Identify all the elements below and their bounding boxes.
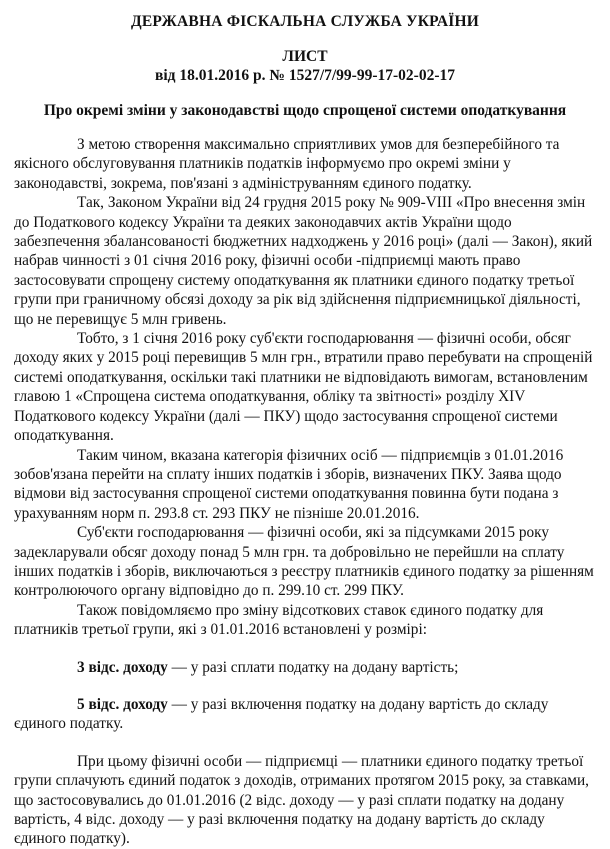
rate-item-5-percent (14, 695, 596, 734)
paragraph-exclusion: Суб'єкти господарювання — фізичні особи, які за підсумками 2015 року задекларували обсяг доходу понад 5 млн грн. та добровільно не перейшли на сплату інших податків і зборів, виключаються з реєстру платників єдиного податку за рішенням контролюючого органу відповідно до п. 299.10 ст. 299 ПКУ. (14, 524, 594, 600)
rate-3-text: — у разі сплати податку на додану вартість; (167, 658, 459, 676)
document-reference: від 18.01.2016 р. № 1527/7/99-99-17-02-02-17 (154, 67, 455, 84)
document-body (14, 135, 596, 849)
paragraph-consequence: Тобто, з 1 січня 2016 року суб'єкти господарювання — фізичні особи, обсяг доходу яких у 2015 році перевищив 5 млн грн., втратили право перебувати на спрощеній системі оподаткування, оскільки такі платники не відповідають вимогам, встановленим главою 1 «Спрощена система оподаткування, обліку та звітності» розділу XIV Податкового кодексу України (далі — ПКУ) щодо застосування спрощеної системи оподаткування. (14, 330, 593, 445)
paragraph-previous-rates: При цьому фізичні особи — підприємці — платники єдиного податку третьої групи сплачують єдиний податок з доходів, отриманих протягом 2015 року, за ставками, що застосовувались до 01.01.2016 (2 відс. доходу — у разі сплати податку на додану вартість, 4 відс. доходу — у разі включення податку на додану вартість до складу єдиного податку). (14, 752, 589, 848)
rate-5-text: — у разі включення податку на додану вартість до складу єдиного податку. (14, 695, 549, 733)
agency-title: ДЕРЖАВНА ФІСКАЛЬНА СЛУЖБА УКРАЇНИ (130, 13, 479, 30)
paragraph-intro: З метою створення максимально сприятливих умов для безперебійного та якісного обслуговування платників податків інформуємо про окремі зміни у законодавстві, зокрема, пов'язані з адмініструванням єдиного податку. (14, 136, 560, 192)
document-type: ЛИСТ (282, 48, 328, 65)
paragraph-law: Так, Законом України від 24 грудня 2015 року № 909-VIII «Про внесення змін до Податкового кодексу України та деяких законодавчих актів України щодо забезпечення збалансованості бюджетних надходжень у 2016 році» (далі — Закон), який набрав чинності з 01 січня 2016 року, фізичні особи -підприємці мають право застосовувати спрощену систему оподаткування як платники єдиного податку третьої групи при граничному обсязі доходу за рік від здійснення підприємницької діяльності, що не перевищує 5 млн гривень. (14, 194, 593, 328)
document-subject: Про окремі зміни у законодавстві щодо спрощеної системи оподаткування (43, 102, 567, 119)
rate-3-label: 3 відс. доходу (77, 658, 168, 676)
rate-5-label: 5 відс. доходу (77, 695, 168, 713)
rate-item-3-percent (14, 658, 596, 677)
paragraph-rates-intro: Також повідомляємо про зміну відсоткових ставок єдиного податку для платників третьої групи, які з 01.01.2016 встановлені у розмірі: (14, 601, 544, 639)
paragraph-transition: Таким чином, вказана категорія фізичних осіб — підприємців з 01.01.2016 зобов'язана перейти на сплату інших податків і зборів, визначених ПКУ. Заява щодо відмови від застосування спрощеної системи оподаткування повинна бути подана з урахуванням норм п. 293.8 ст. 293 ПКУ не пізніше 20.01.2016. (14, 446, 564, 522)
